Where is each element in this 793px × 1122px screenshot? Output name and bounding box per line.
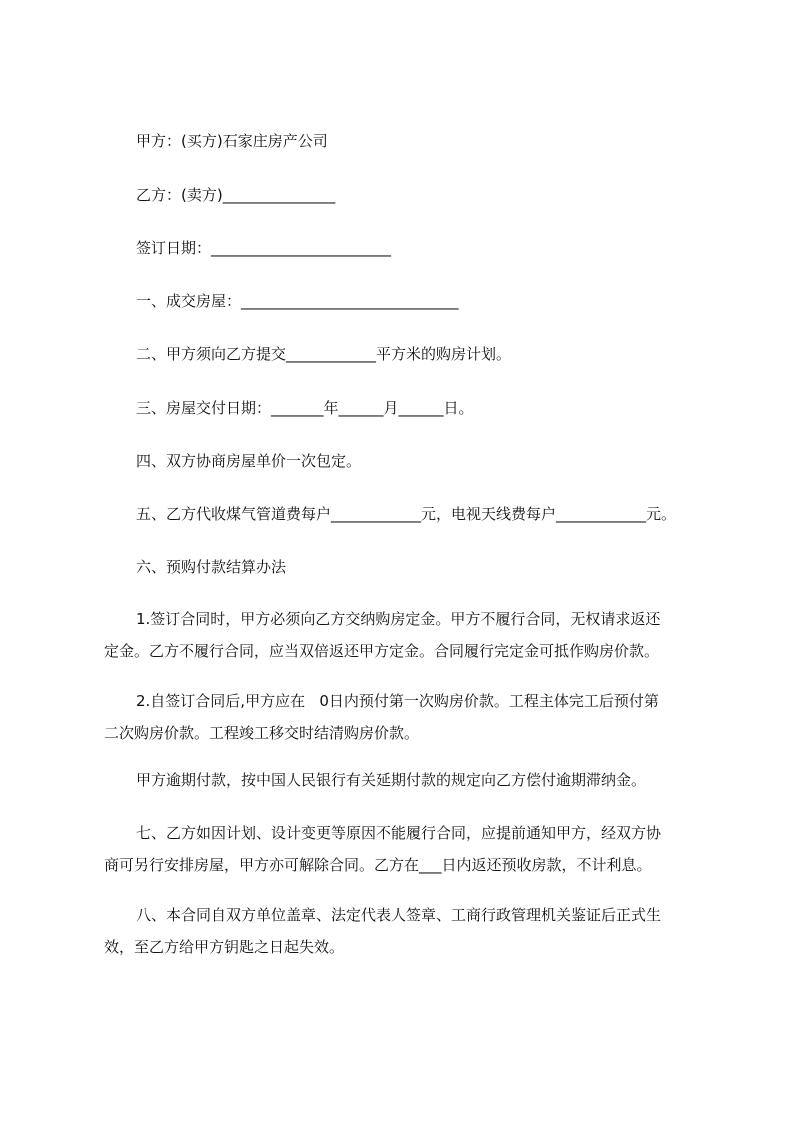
item-2-purchase-plan: 二、甲方须向乙方提交____________平方米的购房计划。: [136, 345, 512, 363]
item-5-fees: 五、乙方代收煤气管道费每户____________元，电视天线费每户____________元。: [136, 505, 677, 523]
clause-1-deposit: [104, 603, 708, 667]
party-a-line: 甲方：(买方)石家庄房产公司: [136, 132, 328, 150]
item-4-unit-price: 四、双方协商房屋单价一次包定。: [136, 452, 362, 470]
item-8-line-1: 八、本合同自双方单位盖章、法定代表人签章、工商行政管理机关鉴证后正式生: [136, 906, 662, 924]
item-7-line-1: 七、乙方如因计划、设计变更等原因不能履行合同，应提前通知甲方，经双方协: [136, 824, 662, 842]
item-1-house: 一、成交房屋：_____________________________: [136, 292, 459, 310]
clause-2-line-1: 2.自签订合同后,甲方应在 0日内预付第一次购房价款。工程主体完工后预付第: [136, 692, 659, 710]
item-6-payment-heading: 六、预购付款结算办法: [136, 558, 287, 576]
item-8-effective: [104, 899, 708, 963]
party-b-line: 乙方：(卖方)_______________: [136, 186, 336, 204]
item-7-change: [104, 817, 708, 881]
clause-1-line-2: 定金。乙方不履行合同，应当双倍返还甲方定金。合同履行完定金可抵作购房价款。: [104, 642, 660, 660]
clause-2-installments: [104, 685, 708, 749]
sign-date-line: 签订日期：________________________: [136, 239, 392, 257]
item-7-line-2: 商可另行安排房屋，甲方亦可解除合同。乙方在___日内返还预收房款，不计利息。: [104, 856, 652, 874]
item-3-delivery-date: 三、房屋交付日期：_______年______月______日。: [136, 399, 474, 417]
late-payment-line: 甲方逾期付款，按中国人民银行有关延期付款的规定向乙方偿付逾期滞纳金。: [136, 771, 647, 789]
clause-1-line-1: 1.签订合同时，甲方必须向乙方交纳购房定金。甲方不履行合同，无权请求返还: [136, 610, 661, 628]
clause-2-line-2: 二次购房价款。工程竣工移交时结清购房价款。: [104, 724, 420, 742]
item-8-line-2: 效，至乙方给甲方钥匙之日起失效。: [104, 938, 345, 956]
